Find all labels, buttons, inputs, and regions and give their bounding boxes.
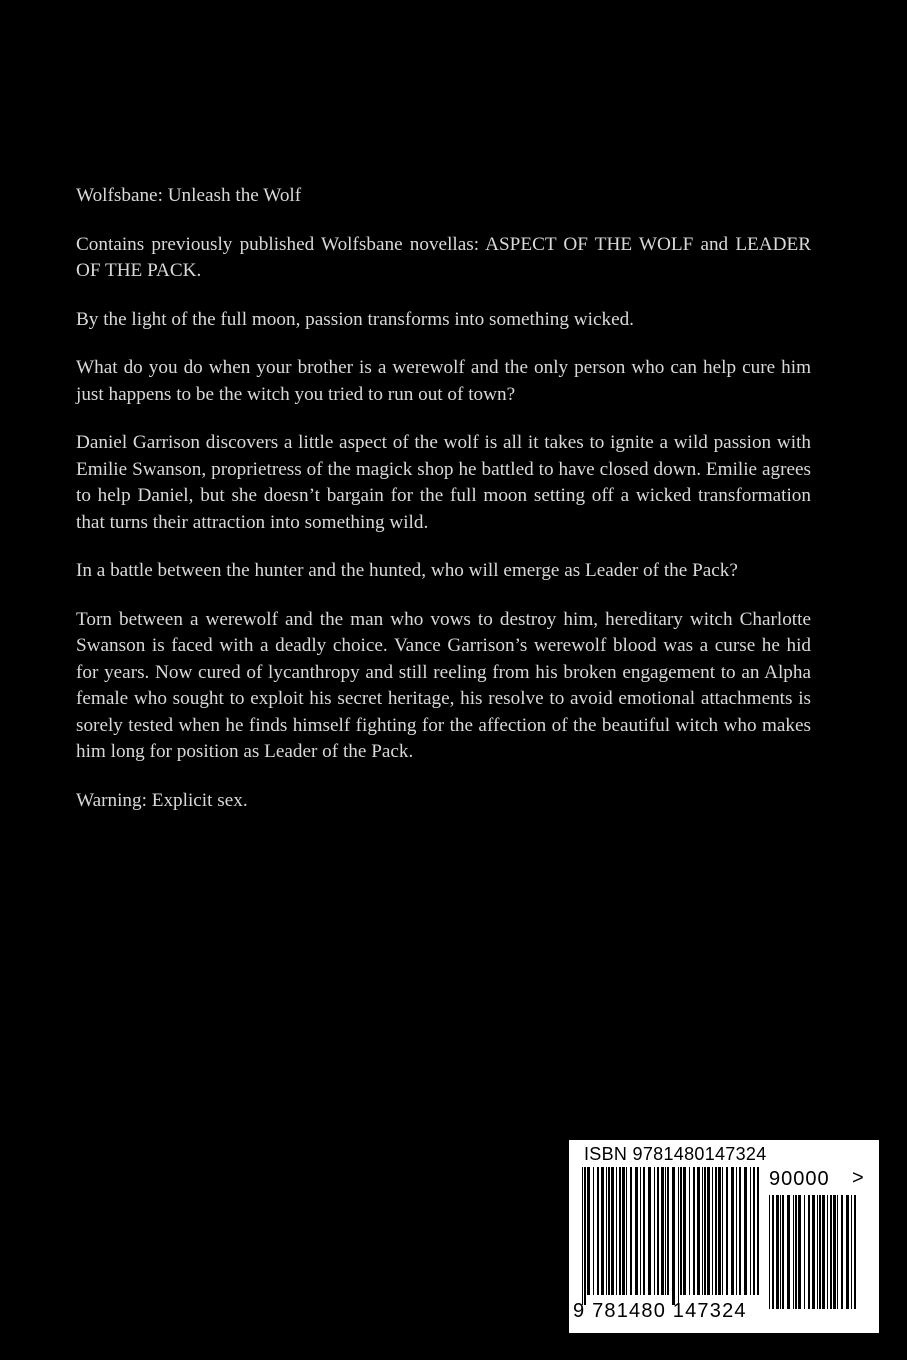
barcode-bar	[841, 1195, 843, 1309]
barcode-bar	[736, 1167, 737, 1295]
barcode-bar	[689, 1167, 690, 1295]
barcode-bar	[726, 1167, 728, 1295]
barcode-bar	[715, 1167, 717, 1295]
back-cover-text	[76, 183, 811, 836]
barcode-bar	[697, 1167, 700, 1295]
barcode-bar	[616, 1167, 617, 1295]
barcode-bar	[582, 1167, 583, 1305]
barcode-bar	[731, 1167, 734, 1295]
barcode-bar	[798, 1195, 801, 1309]
barcode-bar	[819, 1195, 821, 1309]
barcode-bar	[630, 1167, 632, 1295]
barcode-bar	[804, 1195, 805, 1309]
price-code: 90000	[769, 1168, 830, 1190]
barcode-bar	[593, 1167, 594, 1295]
barcode-bar	[722, 1167, 723, 1295]
barcode-bar	[793, 1195, 794, 1309]
barcode-bar	[753, 1167, 755, 1295]
isbn-barcode-box	[569, 1140, 879, 1333]
barcode-bar	[712, 1167, 713, 1295]
barcode-bar	[584, 1167, 586, 1305]
barcode-bar	[611, 1167, 614, 1295]
barcode-bar	[772, 1195, 774, 1309]
barcode-bar	[661, 1167, 664, 1295]
barcode-bar	[597, 1167, 599, 1295]
blurb-paragraph-1: Daniel Garrison discovers a little aspect of the wolf is all it takes to ignite a wild passion with Emilie Swanson, proprietress of the magick shop he battled to have closed down. Emilie agrees to help Daniel, but she doesn’t bargain for the full moon setting off a wicked transformation that turns their attraction into something wild.	[76, 432, 811, 533]
barcode-bar	[608, 1167, 610, 1295]
hook-paragraph-1: What do you do when your brother is a werewolf and the only person who can help cure him just happens to be the witch you tried to run out of town?	[76, 357, 811, 405]
barcode-bar	[744, 1167, 747, 1295]
barcode-bar	[601, 1167, 604, 1295]
barcode-bar	[833, 1195, 836, 1309]
barcode-bar	[718, 1167, 721, 1295]
barcode-bar	[619, 1167, 621, 1295]
barcode-bar	[626, 1167, 627, 1295]
barcode-bar	[846, 1195, 849, 1309]
price-arrow: >	[852, 1167, 864, 1189]
barcode-bar	[822, 1195, 825, 1309]
barcode-bar	[648, 1167, 651, 1295]
barcode-bar	[683, 1167, 686, 1295]
barcode-bar	[622, 1167, 625, 1295]
barcode-bar	[739, 1167, 741, 1295]
barcode-bar	[837, 1195, 838, 1309]
barcode-bar	[672, 1167, 675, 1305]
content-warning: Warning: Explicit sex.	[76, 789, 248, 811]
barcode-bar	[795, 1195, 797, 1309]
barcode-bar	[830, 1195, 832, 1309]
barcode-bar	[654, 1167, 655, 1295]
barcode-bar	[643, 1167, 645, 1295]
barcode-bar	[782, 1195, 784, 1309]
barcode-bar	[750, 1167, 751, 1295]
barcode-bar	[757, 1167, 759, 1295]
barcode-bar	[776, 1195, 779, 1309]
barcode-bar	[707, 1167, 710, 1295]
barcode-bar	[787, 1195, 790, 1309]
isbn-label: ISBN 9781480147324	[584, 1144, 767, 1164]
barcode-bar	[704, 1167, 706, 1295]
main-barcode-icon	[582, 1167, 759, 1305]
barcode-bar	[812, 1195, 815, 1309]
barcode-bar	[851, 1195, 852, 1309]
barcode-bar	[702, 1167, 703, 1295]
barcode-bar	[667, 1167, 669, 1295]
barcode-bar	[854, 1195, 856, 1309]
contents-note: Contains previously published Wolfsbane novellas: ASPECT OF THE WOLF and LEADER OF THE PACK.	[76, 233, 811, 281]
book-title: Wolfsbane: Unleash the Wolf	[76, 185, 302, 206]
barcode-bar	[808, 1195, 810, 1309]
barcode-bar	[769, 1195, 770, 1309]
blurb-paragraph-2: Torn between a werewolf and the man who vows to destroy him, hereditary witch Charlotte Swanson is faced with a deadly choice. Vance Garrison’s werewolf blood was a curse he hid for years. Now cured of lycanthropy and still reeling from his broken engagement to an Alpha female who sought to exploit his secret heritage, his resolve to avoid emotional attachments is sorely tested when he finds himself fighting for the affection of the beautiful witch who makes him long for position as Leader of the Pack.	[76, 608, 811, 762]
barcode-bar	[693, 1167, 695, 1295]
barcode-bar	[587, 1167, 590, 1295]
barcode-bar	[680, 1167, 682, 1295]
barcode-bar	[665, 1167, 666, 1295]
barcode-bar	[827, 1195, 828, 1309]
barcode-bar	[817, 1195, 818, 1309]
hook-paragraph-2: In a battle between the hunter and the hunted, who will emerge as Leader of the Pack?	[76, 560, 738, 581]
barcode-bar	[678, 1167, 679, 1305]
tagline: By the light of the full moon, passion transforms into something wicked.	[76, 308, 634, 330]
barcode-bar	[606, 1167, 607, 1295]
barcode-bar	[780, 1195, 781, 1309]
barcode-bar	[635, 1167, 638, 1295]
barcode-bar	[640, 1167, 641, 1295]
barcode-digits: 9 781480 147324	[573, 1300, 747, 1322]
addon-barcode-icon	[769, 1195, 859, 1319]
barcode-bar	[657, 1167, 659, 1295]
